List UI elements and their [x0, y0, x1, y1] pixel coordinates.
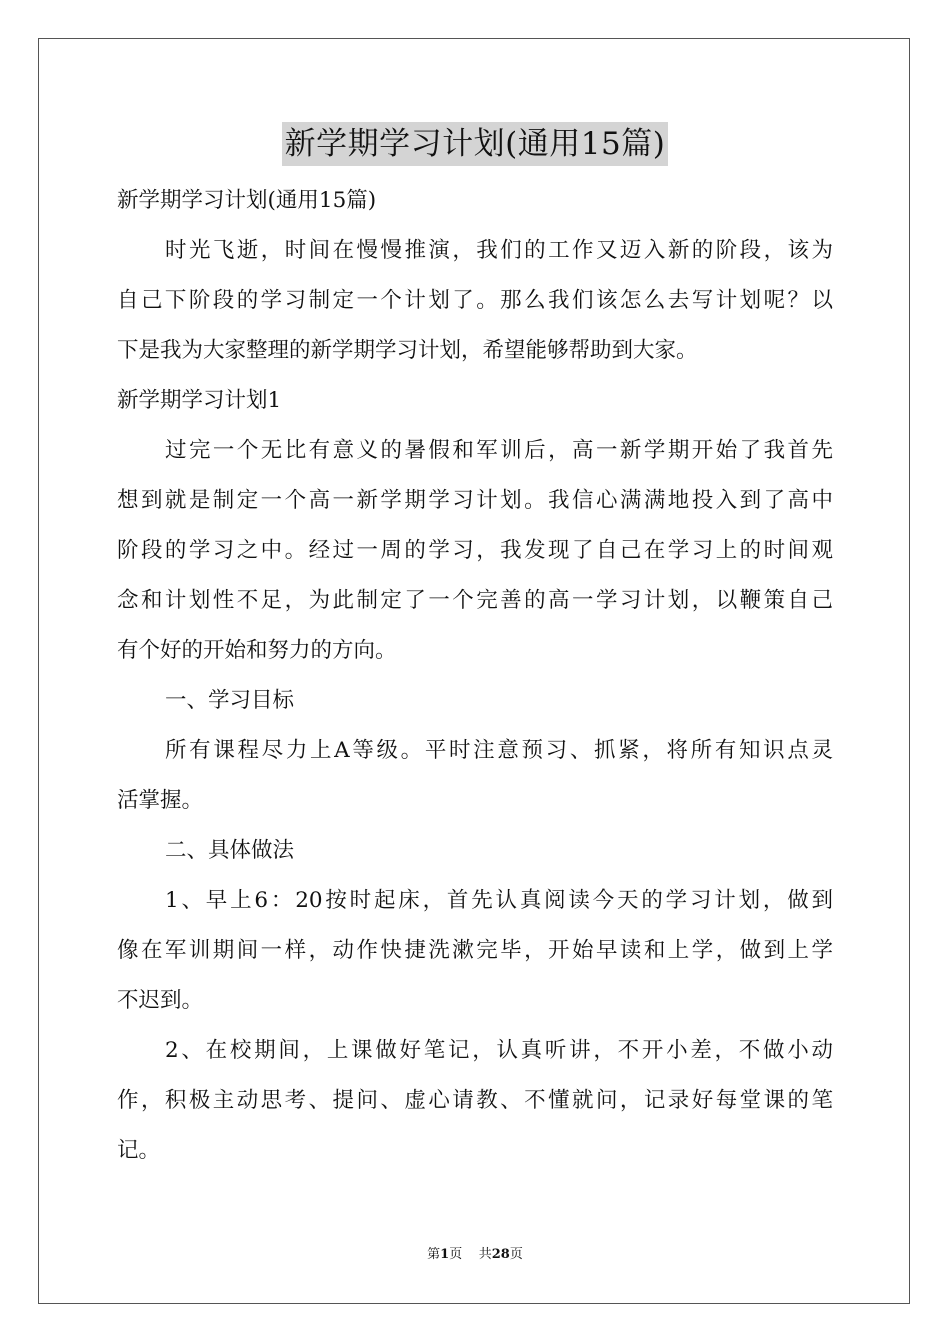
document-body [117, 176, 833, 1176]
section1-line-4: 念和计划性不足，为此制定了一个完善的高一学习计划，以鞭策自己 [117, 588, 833, 613]
title-area [0, 122, 950, 166]
method-heading: 二、具体做法 [165, 838, 295, 863]
intro-line-1: 时光飞逝，时间在慢慢推演，我们的工作又迈入新的阶段，该为 [165, 238, 833, 263]
total-prefix: 共 [478, 1247, 492, 1262]
document-title: 新学期学习计划(通用15篇) [282, 122, 669, 166]
goal-line-2: 活掌握。 [117, 788, 204, 813]
section1-line-2: 想到就是制定一个高一新学期学习计划。我信心满满地投入到了高中 [117, 488, 833, 513]
item2-line-1: 2、在校期间，上课做好笔记，认真听讲，不开小差，不做小动 [165, 1038, 833, 1063]
page-prefix: 第 [427, 1247, 441, 1262]
page-footer [0, 1245, 950, 1265]
section1-line-3: 阶段的学习之中。经过一周的学习，我发现了自己在学习上的时间观 [117, 538, 833, 563]
total-suffix: 页 [509, 1247, 523, 1262]
item1-line-2: 像在军训期间一样，动作快捷洗漱完毕，开始早读和上学，做到上学 [117, 938, 833, 963]
page-number: 1 [440, 1247, 450, 1262]
item2-line-2: 作，积极主动思考、提问、虚心请教、不懂就问，记录好每堂课的笔 [117, 1088, 833, 1113]
item1-line-3: 不迟到。 [117, 988, 204, 1013]
intro-line-3: 下是我为大家整理的新学期学习计划，希望能够帮助到大家。 [117, 338, 698, 363]
item1-line-1: 1、早上6：20按时起床，首先认真阅读今天的学习计划，做到 [165, 888, 833, 913]
page-suffix: 页 [449, 1247, 463, 1262]
total-pages: 28 [491, 1247, 510, 1262]
section1-heading: 新学期学习计划1 [117, 388, 282, 413]
document-subtitle: 新学期学习计划(通用15篇) [117, 188, 377, 213]
goal-line-1: 所有课程尽力上A等级。平时注意预习、抓紧，将所有知识点灵 [165, 738, 833, 763]
section1-line-1: 过完一个无比有意义的暑假和军训后，高一新学期开始了我首先 [165, 438, 833, 463]
item2-line-3: 记。 [117, 1138, 161, 1163]
goal-heading: 一、学习目标 [165, 688, 295, 713]
section1-line-5: 有个好的开始和努力的方向。 [117, 638, 397, 663]
intro-line-2: 自己下阶段的学习制定一个计划了。那么我们该怎么去写计划呢？以 [117, 288, 833, 313]
